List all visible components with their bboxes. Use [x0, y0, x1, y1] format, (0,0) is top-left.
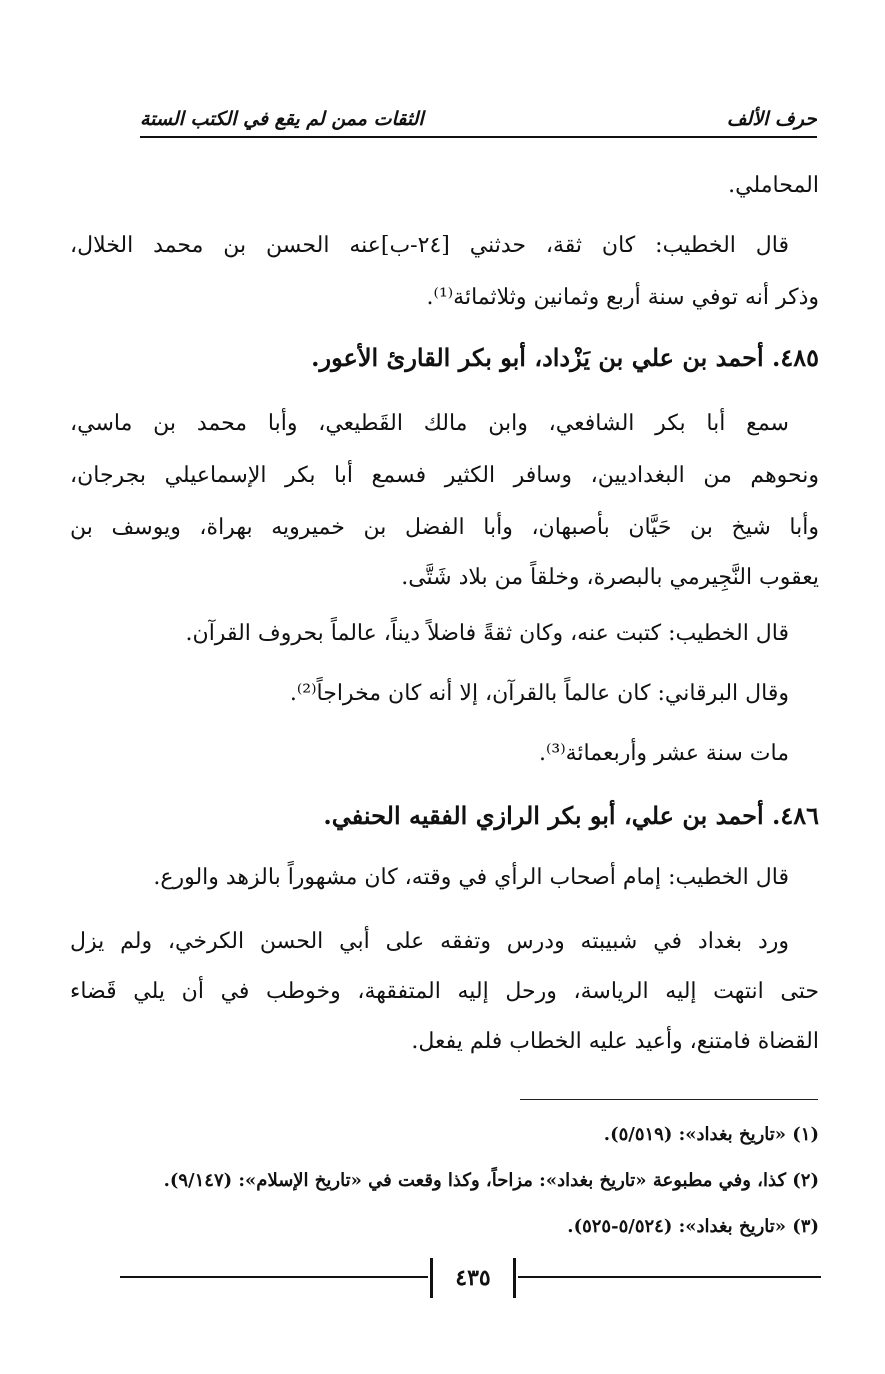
header-section: الثقات ممن لم يقع في الكتب الستة [140, 108, 424, 130]
body-line: قال الخطيب: كتبت عنه، وكان ثقةً فاضلاً ديناً، عالماً بحروف القرآن. [185, 621, 789, 646]
body-line: حتى انتهت إليه الرياسة، ورحل إليه المتفقهة، وخوطب في أن يلي قَضاء [70, 979, 819, 1004]
running-header [140, 102, 817, 138]
body-line: القضاة فامتنع، وأعيد عليه الخطاب فلم يفعل. [411, 1029, 819, 1054]
footnote-1: (١) «تاريخ بغداد»: (٥/٥١٩). [603, 1124, 819, 1145]
body-line: المحاملي. [728, 173, 819, 198]
body-line: ونحوهم من البغداديين، وسافر الكثير فسمع أبا بكر الإسماعيلي بجرجان، [70, 463, 819, 488]
body-line: وأبا شيخ بن حَيَّان بأصبهان، وأبا الفضل بن خميرويه بهراة، ويوسف بن [70, 515, 819, 540]
page-number: ٤٣٥ [430, 1258, 516, 1298]
header-chapter: حرف الألف [726, 108, 817, 130]
body-line: وقال البرقاني: كان عالماً بالقرآن، إلا أنه كان مخراجاً⁽²⁾. [289, 681, 789, 706]
body-line: وذكر أنه توفي سنة أربع وثمانين وثلاثمائة⁽¹⁾. [426, 285, 819, 310]
footnote-separator [520, 1099, 818, 1100]
body-line: سمع أبا بكر الشافعي، وابن مالك القَطيعي، وأبا محمد بن ماسي، [70, 411, 789, 436]
footer-rule-right [518, 1276, 821, 1278]
body-line: يعقوب النَّجِيرمي بالبصرة، وخلقاً من بلاد شَتَّى. [401, 565, 819, 590]
body-line: مات سنة عشر وأربعمائة⁽³⁾. [538, 741, 789, 766]
body-line: قال الخطيب: كان ثقة، حدثني [٢٤-ب]عنه الحسن بن محمد الخلال، [70, 233, 789, 258]
entry-heading-486: ٤٨٦. أحمد بن علي، أبو بكر الرازي الفقيه الحنفي. [323, 801, 819, 830]
entry-heading-485: ٤٨٥. أحمد بن علي بن يَزْداد، أبو بكر القارئ الأعور. [311, 343, 819, 372]
body-line: ورد بغداد في شبيبته ودرس وتفقه على أبي الحسن الكرخي، ولم يزل [70, 929, 789, 954]
footnote-3: (٣) «تاريخ بغداد»: (٥/٥٢٤-٥٢٥). [567, 1216, 819, 1237]
body-line: قال الخطيب: إمام أصحاب الرأي في وقته، كان مشهوراً بالزهد والورع. [153, 865, 789, 890]
footer-rule-left [120, 1276, 428, 1278]
footnote-2: (٢) كذا، وفي مطبوعة «تاريخ بغداد»: مزاحاً، وكذا وقعت في «تاريخ الإسلام»: (٩/١٤٧). [163, 1170, 819, 1191]
